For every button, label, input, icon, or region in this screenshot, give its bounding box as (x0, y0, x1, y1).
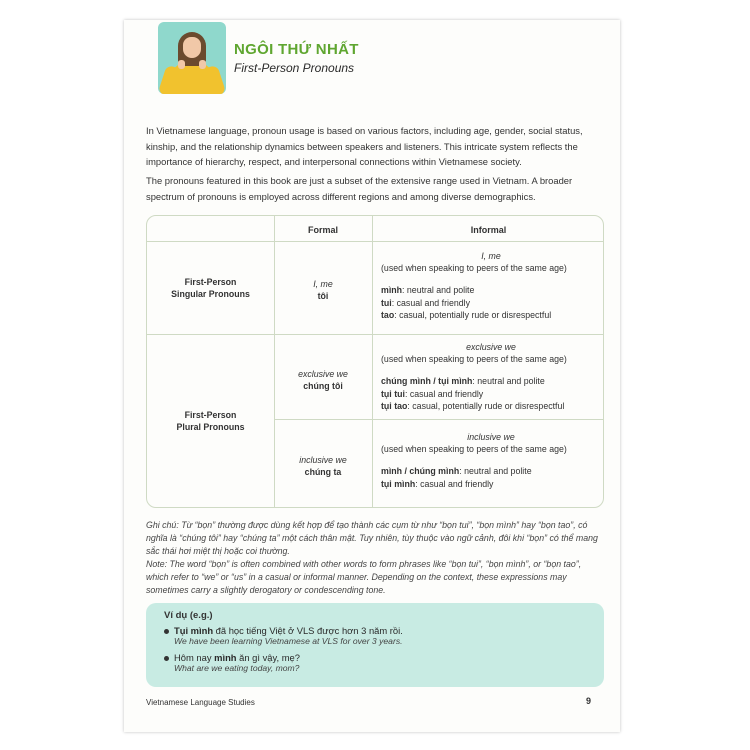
footer-book-title: Vietnamese Language Studies (146, 698, 255, 707)
header-informal: Informal (470, 225, 507, 235)
page-title: NGÔI THỨ NHẤT (234, 41, 359, 58)
plural-label: First-Person Plural Pronouns (176, 410, 245, 433)
note-vi: Ghi chú: Từ “bọn” thường được dùng kết hợp để tạo thành các cụm từ như “bọn tui”, “bọn mình” hay “bọn tao”, có nghĩa là “chúng tôi” hay “chúng ta” một cách thân mật. Tuy nhiên, tùy thuộc vào ngữ cảnh, đôi khi “bọn” có thể mang sắc thái hơi miệt thị hoặc coi thường. (146, 520, 598, 556)
note-en: Note: The word “bọn” is often combined with other words to form phrases like “bọn tui”, “bọn mình”, or “bọn tao”, which refer to “we” or “us” in a casual or informal manner. Depending on the context, these expressions may sometimes carry a slightly derogatory or condescending tone. (146, 559, 582, 595)
notes (146, 519, 604, 597)
example-box (146, 603, 604, 687)
list-item: tao: casual, potentially rude or disrespectful (381, 309, 552, 320)
woman-pointing-photo (158, 22, 226, 94)
list-item: tụi mình: casual and friendly (381, 478, 494, 489)
example-title: Ví dụ (e.g.) (164, 610, 213, 621)
example-item: Tụi mình đã học tiếng Việt ở VLS được hơn 3 năm rồi. We have been learning Vietnamese at VLS for over 3 years. (164, 625, 594, 648)
bullet-icon (164, 656, 169, 661)
inclusive-informal: inclusive we (used when speaking to peers of the same age) mình / chúng mình: neutral and polite tụi mình: casual and friendly (381, 431, 601, 490)
section-header (158, 20, 359, 96)
list-item: chúng mình / tụi mình: neutral and polite (381, 376, 545, 387)
page-number: 9 (586, 696, 592, 706)
intro-paragraph-2: The pronouns featured in this book are just a subset of the extensive range used in Vietnam. A broader spectrum of pronouns is employed across different regions and among diverse demographics. (146, 175, 573, 202)
header-formal: Formal (307, 225, 338, 235)
singular-formal: I, me tôi (313, 279, 333, 302)
page-subtitle: First-Person Pronouns (234, 61, 355, 75)
pronoun-table (146, 215, 604, 508)
inclusive-formal: inclusive we chúng ta (299, 455, 347, 478)
intro-paragraph-1: In Vietnamese language, pronoun usage is based on various factors, including age, gender, social status, kinship, and the relationship dynamics between speakers and listeners. This intricate system reflects the importance of hierarchy, respect, and interpersonal connections within Vietnamese society. (146, 125, 583, 168)
list-item: mình / chúng mình: neutral and polite (381, 466, 532, 477)
singular-informal: I, me (used when speaking to peers of the same age) mình: neutral and polite tui: casual and friendly tao: casual, potentially rude or disrespectful (381, 250, 601, 321)
bullet-icon (164, 629, 169, 634)
singular-label: First-Person Singular Pronouns (171, 277, 250, 300)
list-item: mình: neutral and polite (381, 285, 475, 296)
example-item: Hôm nay mình ăn gì vậy, mẹ? What are we eating today, mom? (164, 652, 594, 675)
list-item: tụi tui: casual and friendly (381, 388, 484, 399)
list-item: tụi tao: casual, potentially rude or disrespectful (381, 400, 565, 411)
exclusive-formal: exclusive we chúng tôi (298, 369, 348, 392)
list-item: tui: casual and friendly (381, 297, 470, 308)
exclusive-informal: exclusive we (used when speaking to peers of the same age) chúng mình / tụi mình: neutral and polite tụi tui: casual and friendly tụi tao: casual, potentially rude or disrespectful (381, 341, 601, 412)
